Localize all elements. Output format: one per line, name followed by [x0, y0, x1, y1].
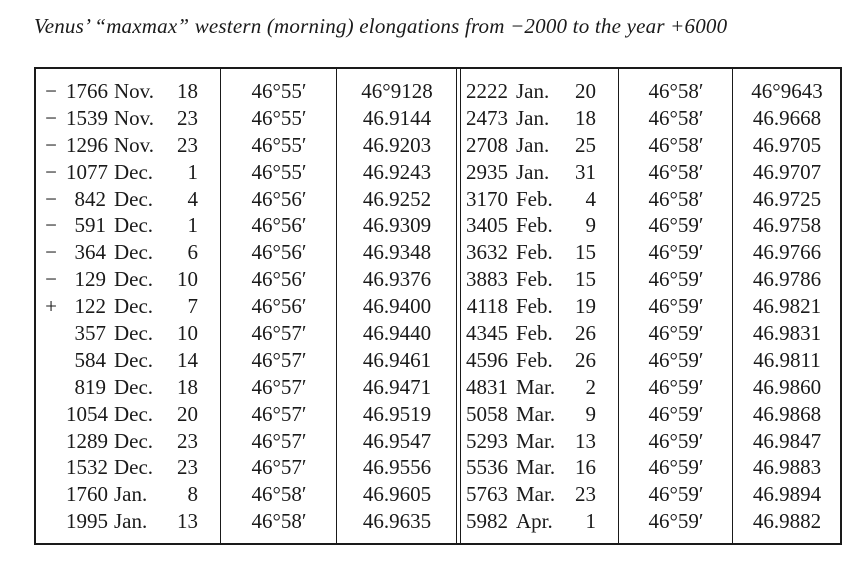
day-value: 15 [575, 240, 596, 265]
elongation-dms: 46°56′ [251, 240, 307, 265]
date-cell [36, 428, 220, 455]
year-sign [36, 481, 66, 508]
elongation-dms: 46°58′ [648, 105, 704, 130]
day-value: 13 [177, 509, 198, 534]
elongation-dms: 46°59′ [648, 240, 704, 265]
day-value: 4 [187, 186, 198, 211]
month-value: Dec. [114, 428, 154, 453]
month-value: Dec. [114, 374, 154, 399]
month-value: Mar. [516, 428, 556, 453]
elongation-decimal: 46°9643 [751, 79, 823, 103]
year-value: 5058 [466, 401, 508, 426]
day-value: 10 [177, 321, 198, 346]
date-cell [462, 481, 618, 508]
date-cell [36, 78, 220, 105]
date-cell [36, 481, 220, 508]
date-cell [36, 105, 220, 132]
column-divider [336, 69, 337, 543]
elongation-dms: 46°57′ [251, 428, 307, 453]
date-cell [462, 347, 618, 374]
month-value: Feb. [516, 321, 553, 346]
date-cell [36, 212, 220, 239]
elongation-decimal: 46.9705 [752, 132, 822, 157]
elongation-decimal: 46.9668 [752, 105, 822, 130]
day-value: 2 [585, 374, 596, 399]
elongation-decimal: 46.9400 [362, 294, 432, 319]
day-value: 20 [177, 401, 198, 426]
year-value: 3883 [466, 267, 508, 292]
day-value: 26 [575, 321, 596, 346]
elongation-decimal: 46.9786 [752, 267, 822, 292]
year-value: 2708 [466, 132, 508, 157]
elongation-dms: 46°56′ [251, 186, 307, 211]
date-cell [462, 159, 618, 186]
month-value: Apr. [516, 509, 553, 534]
year-value: 842 [74, 186, 106, 211]
elongation-decimal: 46.9440 [362, 321, 432, 346]
elongation-dms: 46°59′ [648, 321, 704, 346]
year-sign: − [45, 267, 57, 292]
elongation-decimal: 46°9128 [361, 79, 433, 103]
year-sign: − [45, 79, 57, 103]
day-value: 10 [177, 267, 198, 292]
year-value: 1077 [66, 159, 108, 184]
elongation-decimal: 46.9847 [752, 428, 822, 453]
day-value: 23 [177, 105, 198, 130]
year-sign: − [45, 240, 57, 265]
month-value: Dec. [114, 186, 154, 211]
date-cell [462, 78, 618, 105]
month-value: Dec. [114, 159, 154, 184]
day-value: 23 [177, 455, 198, 480]
elongation-decimal: 46.9868 [752, 401, 822, 426]
elongation-dms: 46°57′ [251, 374, 307, 399]
elongation-dms: 46°58′ [648, 159, 704, 184]
month-value: Jan. [114, 482, 148, 507]
elongation-dms: 46°58′ [251, 509, 307, 534]
date-cell [462, 374, 618, 401]
date-cell [36, 266, 220, 293]
date-cell [36, 347, 220, 374]
right-date-column [462, 78, 618, 535]
day-value: 1 [187, 159, 198, 184]
elongation-dms: 46°59′ [648, 294, 704, 319]
year-value: 4596 [466, 347, 508, 372]
elongation-dms: 46°58′ [648, 132, 704, 157]
year-value: 1532 [66, 455, 108, 480]
month-value: Feb. [516, 267, 553, 292]
elongation-dms: 46°58′ [648, 79, 704, 103]
month-value: Jan. [516, 132, 550, 157]
year-sign [36, 374, 66, 401]
day-value: 1 [187, 213, 198, 238]
year-sign [36, 454, 66, 481]
year-value: 357 [74, 321, 106, 346]
elongation-dms: 46°59′ [648, 509, 704, 534]
month-value: Jan. [516, 79, 550, 103]
day-value: 23 [575, 482, 596, 507]
elongation-dms: 46°55′ [251, 105, 307, 130]
elongation-dms: 46°59′ [648, 213, 704, 238]
year-value: 584 [74, 347, 106, 372]
year-value: 4831 [466, 374, 508, 399]
elongation-decimal: 46.9252 [362, 186, 432, 211]
month-value: Jan. [114, 509, 148, 534]
day-value: 19 [575, 294, 596, 319]
elongation-decimal: 46.9376 [362, 267, 432, 292]
month-value: Dec. [114, 321, 154, 346]
year-value: 819 [74, 374, 106, 399]
date-cell [462, 105, 618, 132]
month-value: Feb. [516, 294, 553, 319]
date-cell [36, 401, 220, 428]
elongation-dms: 46°55′ [251, 132, 307, 157]
year-sign [36, 401, 66, 428]
elongation-decimal: 46.9831 [752, 321, 822, 346]
month-value: Dec. [114, 401, 154, 426]
elongation-dms: 46°59′ [648, 401, 704, 426]
year-value: 1296 [66, 132, 108, 157]
column-divider [618, 69, 619, 543]
year-value: 591 [74, 213, 106, 238]
year-value: 1766 [66, 79, 108, 103]
elongation-decimal: 46.9860 [752, 374, 822, 399]
elongation-decimal: 46.9519 [362, 401, 432, 426]
month-value: Dec. [114, 347, 154, 372]
elongation-dms: 46°59′ [648, 267, 704, 292]
right-dms-column [620, 78, 732, 535]
date-cell [36, 186, 220, 213]
year-value: 1289 [66, 428, 108, 453]
month-value: Mar. [516, 482, 556, 507]
year-value: 4118 [466, 294, 508, 319]
elongation-decimal: 46.9605 [362, 482, 432, 507]
day-value: 1 [585, 509, 596, 534]
elongation-decimal: 46.9758 [752, 213, 822, 238]
elongation-decimal: 46.9821 [752, 294, 822, 319]
column-divider [732, 69, 733, 543]
day-value: 9 [585, 213, 596, 238]
left-decimal-column [338, 78, 456, 535]
year-value: 3632 [466, 240, 508, 265]
year-sign [36, 347, 66, 374]
elongation-dms: 46°57′ [251, 401, 307, 426]
day-value: 4 [585, 186, 596, 211]
year-sign: − [45, 105, 57, 130]
month-value: Nov. [114, 79, 155, 103]
month-value: Nov. [114, 132, 155, 157]
year-value: 5293 [466, 428, 508, 453]
year-sign [36, 508, 66, 535]
elongation-dms: 46°59′ [648, 455, 704, 480]
elongation-dms: 46°58′ [648, 186, 704, 211]
left-dms-column [222, 78, 336, 535]
year-sign: + [45, 294, 57, 319]
elongation-dms: 46°59′ [648, 482, 704, 507]
month-value: Dec. [114, 213, 154, 238]
elongation-dms: 46°55′ [251, 79, 307, 103]
day-value: 18 [177, 79, 198, 103]
year-value: 4345 [466, 321, 508, 346]
left-date-column [36, 78, 220, 535]
elongation-dms: 46°59′ [648, 374, 704, 399]
month-value: Mar. [516, 455, 556, 480]
date-cell [462, 132, 618, 159]
elongation-dms: 46°57′ [251, 455, 307, 480]
elongation-dms: 46°57′ [251, 347, 307, 372]
year-value: 2935 [466, 159, 508, 184]
elongation-decimal: 46.9635 [362, 509, 432, 534]
year-value: 2222 [466, 79, 508, 103]
year-value: 364 [74, 240, 106, 265]
elongation-dms: 46°55′ [251, 159, 307, 184]
day-value: 13 [575, 428, 596, 453]
date-cell [462, 401, 618, 428]
date-cell [462, 212, 618, 239]
year-value: 5536 [466, 455, 508, 480]
elongation-decimal: 46.9348 [362, 240, 432, 265]
year-sign: − [45, 132, 57, 157]
elongation-decimal: 46.9766 [752, 240, 822, 265]
year-value: 5763 [466, 482, 508, 507]
elongation-dms: 46°59′ [648, 347, 704, 372]
month-value: Feb. [516, 240, 553, 265]
day-value: 16 [575, 455, 596, 480]
elongation-decimal: 46.9471 [362, 374, 432, 399]
year-value: 1760 [66, 482, 108, 507]
date-cell [36, 320, 220, 347]
year-value: 3170 [466, 186, 508, 211]
month-value: Dec. [114, 294, 154, 319]
month-value: Feb. [516, 213, 553, 238]
date-cell [36, 508, 220, 535]
date-cell [36, 132, 220, 159]
elongation-decimal: 46.9547 [362, 428, 432, 453]
elongation-dms: 46°57′ [251, 321, 307, 346]
year-value: 1054 [66, 401, 108, 426]
day-value: 15 [575, 267, 596, 292]
elongation-decimal: 46.9882 [752, 509, 822, 534]
page-title: Venus’ “maxmax” western (morning) elongations from −2000 to the year +6000 [34, 14, 728, 38]
month-value: Dec. [114, 240, 154, 265]
day-value: 9 [585, 401, 596, 426]
right-decimal-column [734, 78, 840, 535]
day-value: 7 [187, 294, 198, 319]
month-value: Dec. [114, 455, 154, 480]
day-value: 20 [575, 79, 596, 103]
elongation-dms: 46°58′ [251, 482, 307, 507]
year-value: 5982 [466, 509, 508, 534]
month-value: Feb. [516, 186, 553, 211]
year-sign: − [45, 213, 57, 238]
elongation-decimal: 46.9883 [752, 455, 822, 480]
month-value: Mar. [516, 374, 556, 399]
date-cell [36, 159, 220, 186]
month-value: Jan. [516, 105, 550, 130]
year-sign: − [45, 186, 57, 211]
elongation-dms: 46°56′ [251, 267, 307, 292]
column-divider-double [456, 69, 461, 543]
date-cell [462, 508, 618, 535]
date-cell [462, 186, 618, 213]
elongation-decimal: 46.9203 [362, 132, 432, 157]
date-cell [462, 454, 618, 481]
month-value: Mar. [516, 401, 556, 426]
date-cell [36, 454, 220, 481]
day-value: 18 [177, 374, 198, 399]
elongation-decimal: 46.9144 [362, 105, 432, 130]
date-cell [462, 266, 618, 293]
elongation-decimal: 46.9556 [362, 455, 432, 480]
day-value: 23 [177, 132, 198, 157]
year-value: 2473 [466, 105, 508, 130]
day-value: 8 [187, 482, 198, 507]
day-value: 23 [177, 428, 198, 453]
elongation-decimal: 46.9707 [752, 159, 822, 184]
elongation-decimal: 46.9309 [362, 213, 432, 238]
elongation-decimal: 46.9811 [753, 347, 821, 372]
day-value: 18 [575, 105, 596, 130]
year-value: 1995 [66, 509, 108, 534]
elongation-table [34, 67, 842, 545]
date-cell [462, 293, 618, 320]
year-sign: − [45, 159, 57, 184]
day-value: 26 [575, 347, 596, 372]
year-value: 122 [74, 294, 106, 319]
elongation-decimal: 46.9243 [362, 159, 432, 184]
elongation-dms: 46°59′ [648, 428, 704, 453]
month-value: Dec. [114, 267, 154, 292]
date-cell [36, 239, 220, 266]
day-value: 14 [177, 347, 198, 372]
date-cell [36, 374, 220, 401]
month-value: Jan. [516, 159, 550, 184]
day-value: 25 [575, 132, 596, 157]
day-value: 31 [575, 159, 596, 184]
date-cell [462, 428, 618, 455]
elongation-decimal: 46.9725 [752, 186, 822, 211]
date-cell [462, 320, 618, 347]
month-value: Nov. [114, 105, 155, 130]
year-value: 129 [74, 267, 106, 292]
date-cell [36, 293, 220, 320]
date-cell [462, 239, 618, 266]
year-value: 3405 [466, 213, 508, 238]
column-divider [220, 69, 221, 543]
elongation-decimal: 46.9894 [752, 482, 822, 507]
year-value: 1539 [66, 105, 108, 130]
elongation-decimal: 46.9461 [362, 347, 432, 372]
elongation-dms: 46°56′ [251, 294, 307, 319]
year-sign [36, 320, 66, 347]
day-value: 6 [187, 240, 198, 265]
elongation-dms: 46°56′ [251, 213, 307, 238]
month-value: Feb. [516, 347, 553, 372]
year-sign [36, 428, 66, 455]
